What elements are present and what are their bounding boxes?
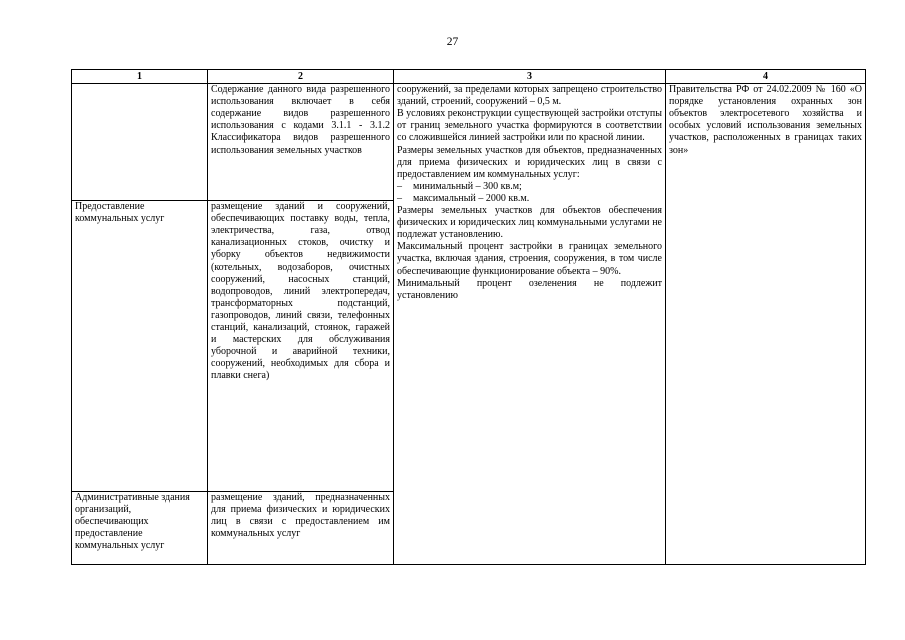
use-type-cell: Административные здания организаций, обеспечивающих предоставление коммунальных услуг: [72, 492, 208, 565]
column-header: 1: [72, 70, 208, 84]
use-description-cell: размещение зданий, предназначенных для приема физических и юридических лиц в связи с предоставлением им коммунальных услуг: [208, 492, 394, 565]
use-description-cell: размещение зданий и сооружений, обеспечивающих поставку воды, тепла, электричества, газа, отвод канализационных стоков, очистку и уборку объектов недвижимости (котельных, водозаборов, очистных сооружений, насосных станций, водопроводов, линий электропередач, трансформаторных подстанций, газопроводов, линий связи, телефонных станций, канализаций, стоянок, гаражей и мастерских для обслуживания уборочной и аварийной техники, сооружений, необходимых для сбора и плавки снега): [208, 201, 394, 492]
parameters-paragraph: Размеры земельных участков для объектов, предназначенных для приема физических и юридических лиц в связи с предоставлением им коммунальных услуг:: [397, 144, 662, 180]
list-item: – максимальный – 2000 кв.м.: [397, 192, 530, 204]
parameters-paragraph: В условиях реконструкции существующей застройки отступы от границ земельного участка формируются в соответствии со сложившейся линией застройки или по красной линии.: [397, 108, 662, 144]
column-header: 3: [394, 70, 666, 84]
regulations-table: [71, 69, 866, 565]
use-type-cell: [72, 84, 208, 201]
use-description-cell: Содержание данного вида разрешенного использования включает в себя содержание видов разрешенного использования с кодами 3.1.1 - 3.1.2 Классификатора видов разрешенного использования земельных участков: [208, 84, 394, 201]
parameters-paragraph: сооружений, за пределами которых запрещено строительство зданий, строений, сооружений – 0,5 м.: [397, 84, 662, 108]
list-item: – минимальный – 300 кв.м;: [397, 180, 522, 192]
parameters-paragraph: Максимальный процент застройки в границах земельного участка, включая здания, строения, сооружения, в том числе обеспечивающие функционирование объекта – 90%.: [397, 241, 662, 277]
column-header: 2: [208, 70, 394, 84]
legal-reference-cell: Правительства РФ от 24.02.2009 № 160 «О порядке установления охранных зон объектов электросетевого хозяйства и особых условий использования земельных участков, расположенных в границах таких зон»: [666, 84, 866, 565]
page-number: 27: [446, 36, 459, 48]
column-header: 4: [666, 70, 866, 84]
table-row: [72, 84, 866, 201]
table-header-row: [72, 70, 866, 84]
parameters-paragraph: Размеры земельных участков для объектов обеспечения физических и юридических лиц коммунальными услугами не подлежат установлению.: [397, 205, 662, 241]
parameters-cell: [394, 84, 666, 565]
parameters-paragraph: Минимальный процент озеленения не подлежит установлению: [397, 277, 662, 301]
use-type-cell: Предоставление коммунальных услуг: [72, 201, 208, 492]
